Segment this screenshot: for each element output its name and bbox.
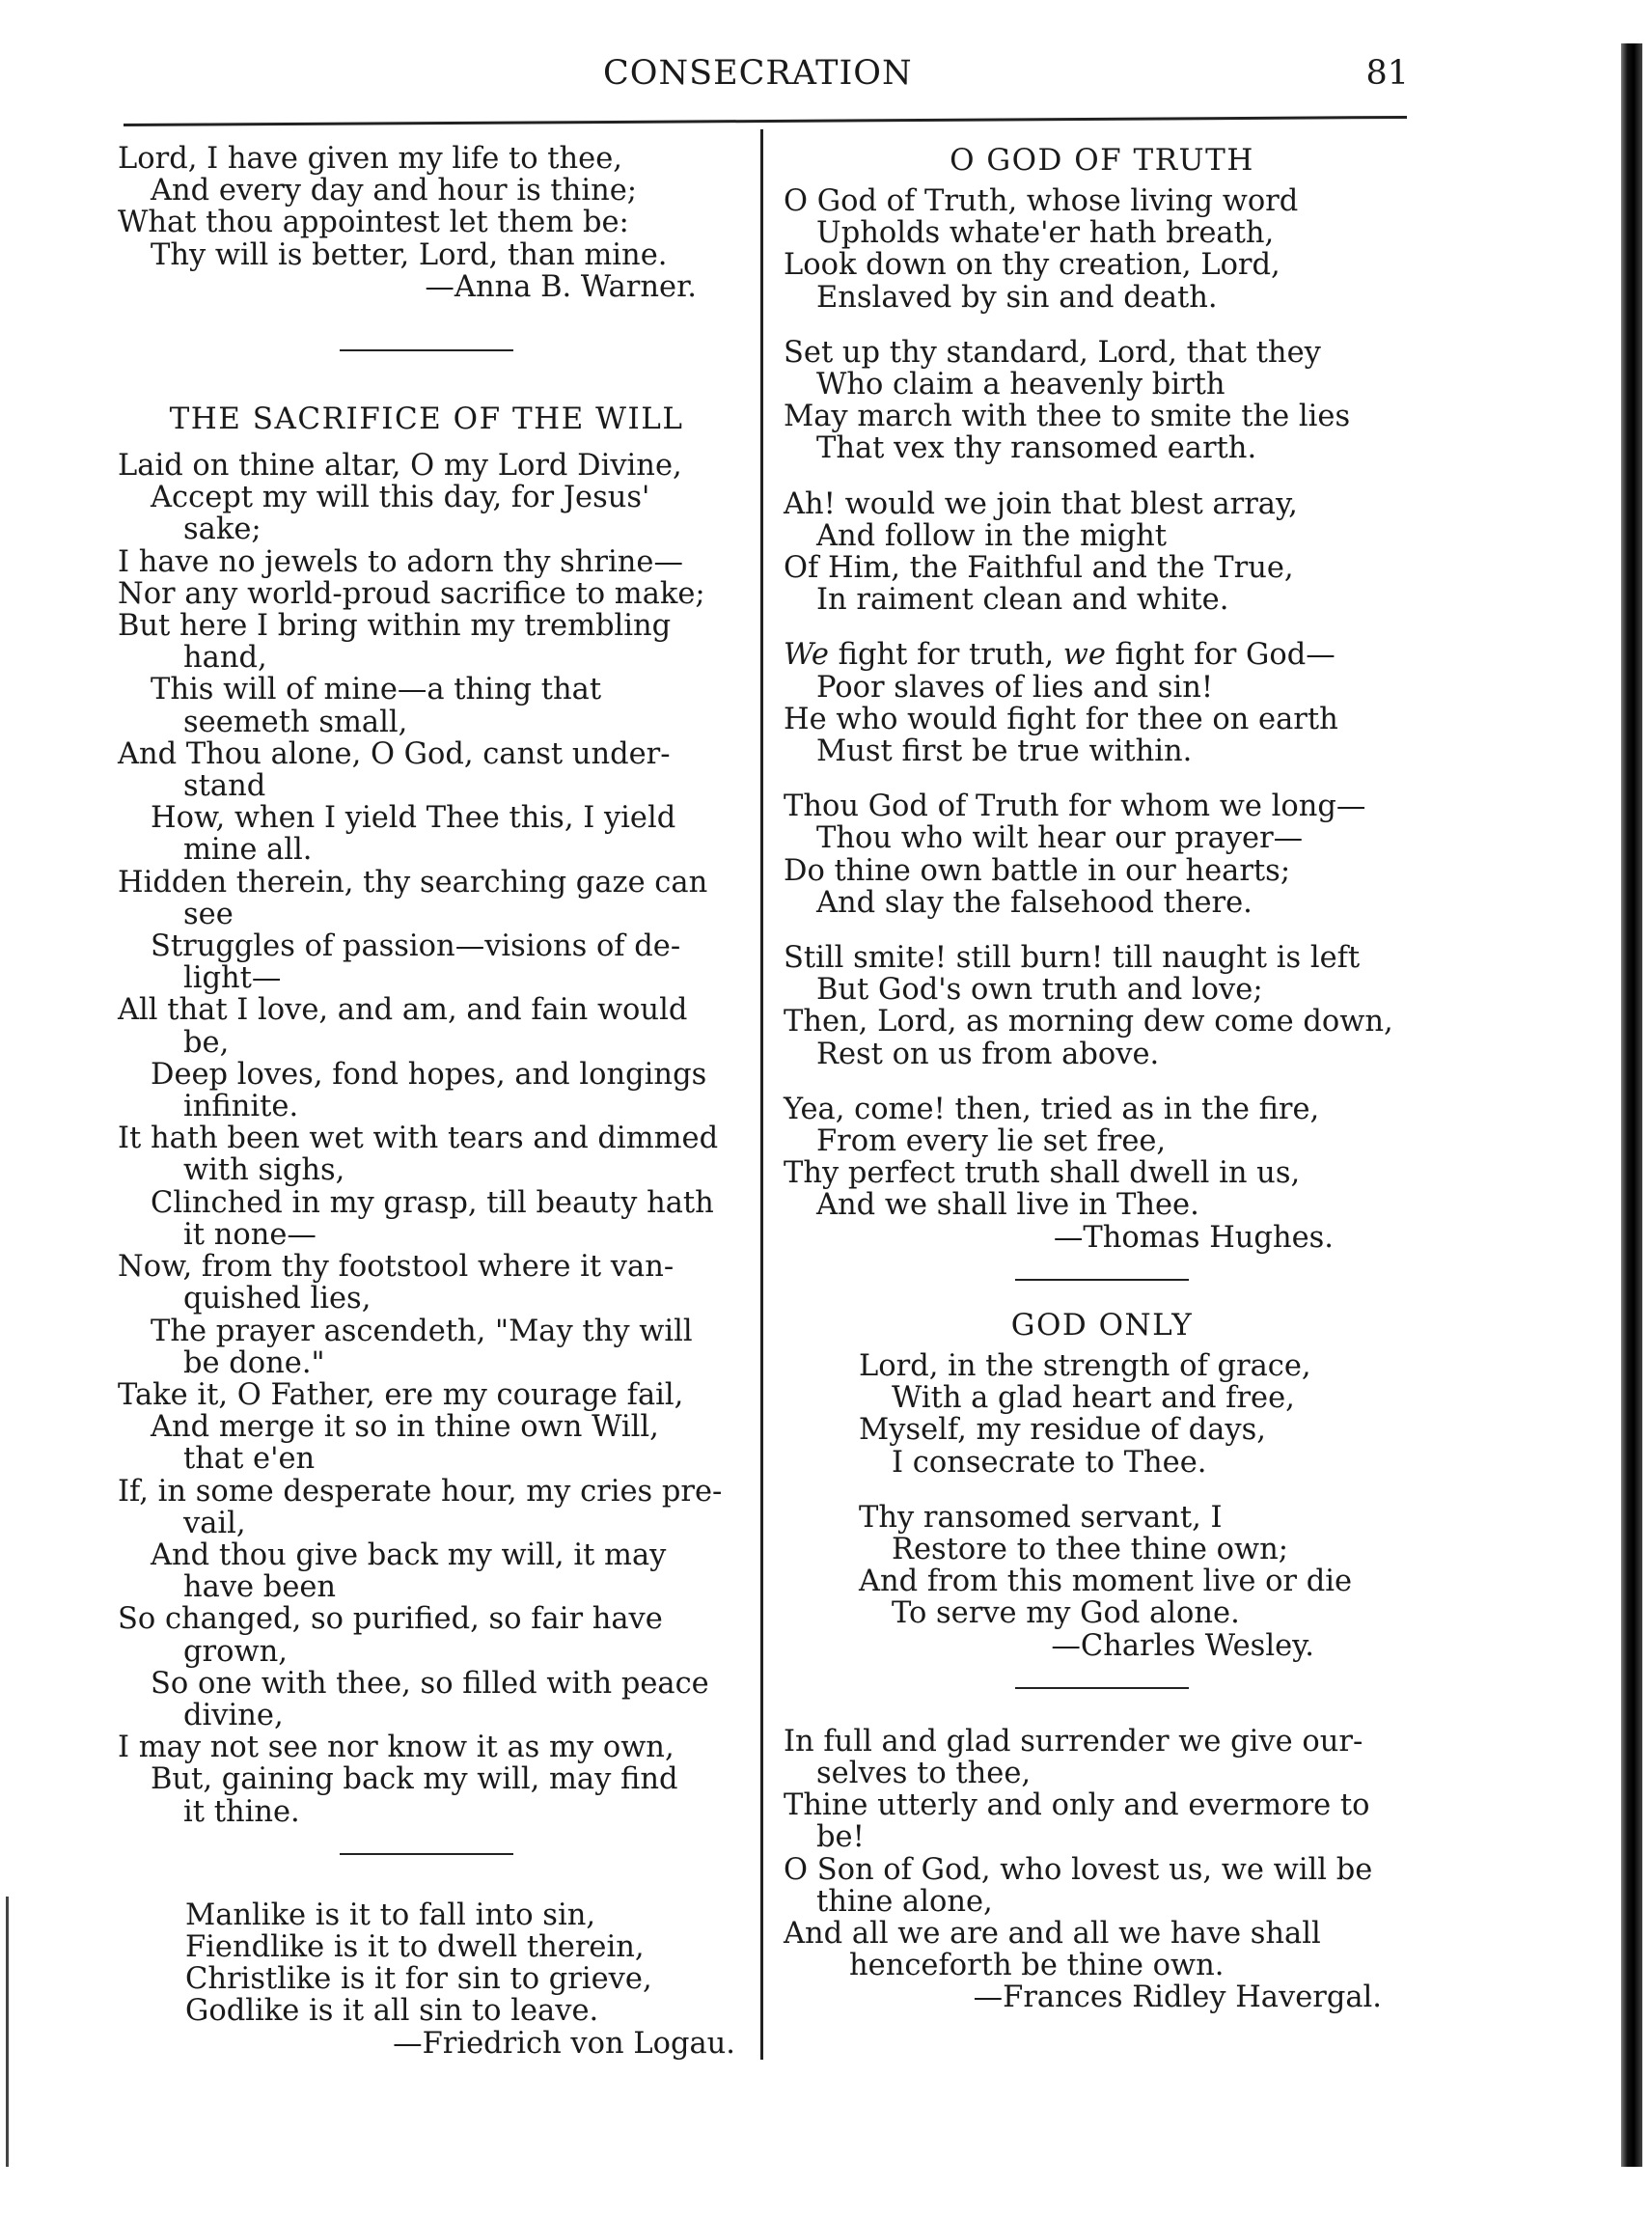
poem-line: And every day and hour is thine; <box>151 174 638 208</box>
poem-line: In full and glad surrender we give our- <box>784 1724 1363 1759</box>
poem-line: Of Him, the Faithful and the True, <box>784 551 1294 586</box>
emphasis: We <box>784 638 829 673</box>
poem-line: I have no jewels to adorn thy shrine— <box>118 544 683 579</box>
poem-line: Thou God of Truth for whom we long— <box>784 789 1366 824</box>
poem-line: Christlike is it for sin to grieve, <box>185 1962 652 1997</box>
poem-line: Take it, O Father, ere my courage fail, <box>118 1377 684 1412</box>
poem-line: And Thou alone, O God, canst under- <box>118 736 671 771</box>
poem-line: Poor slaves of lies and sin! <box>816 670 1214 705</box>
poem-line: it thine. <box>183 1794 300 1829</box>
poem-title: GOD ONLY <box>1010 1307 1194 1343</box>
poem-line: Thine utterly and only and evermore to <box>784 1788 1370 1823</box>
stanza <box>859 1350 1420 1479</box>
poem-line: Ah! would we join that blest array, <box>784 486 1298 521</box>
poem-line: light— <box>183 961 282 996</box>
poem-line: that e'en <box>183 1442 316 1477</box>
poem-line: Laid on thine altar, O my Lord Divine, <box>118 449 682 484</box>
poem-line: Fiendlike is it to dwell therein, <box>185 1929 645 1964</box>
attribution: —Friedrich von Logau. <box>393 2026 735 2061</box>
poem-line: Manlike is it to fall into sin, <box>185 1897 596 1932</box>
poem-line: mine all. <box>183 833 313 868</box>
poem-line: Lord, I have given my life to thee, <box>118 142 622 176</box>
poem-line: O God of Truth, whose living word <box>784 184 1299 218</box>
poem-line: He who would fight for thee on earth <box>784 702 1338 736</box>
line-segment: fight for God— <box>1115 638 1335 673</box>
god-only-poem <box>784 1350 1420 1662</box>
attribution: —Charles Wesley. <box>1051 1628 1314 1663</box>
poem-line: And thou give back my will, it may <box>151 1537 667 1572</box>
section-rule <box>1015 1687 1189 1689</box>
poem-line: Upholds whate'er hath breath, <box>816 216 1275 251</box>
poem-line: I may not see nor know it as my own, <box>118 1731 675 1765</box>
poem-line: Still smite! still burn! till naught is left <box>784 941 1361 976</box>
surrender-poem <box>784 1726 1420 2014</box>
poem-line: see <box>183 897 234 931</box>
page-edge-shadow <box>1621 43 1642 2167</box>
stanza <box>784 337 1420 465</box>
poem-title: O GOD OF TRUTH <box>950 143 1254 178</box>
poem-line: Who claim a heavenly birth <box>816 368 1225 402</box>
poem-line: But here I bring within my trembling <box>118 609 672 644</box>
poem-line: Rest on us from above. <box>816 1037 1160 1071</box>
running-title: CONSECRATION <box>603 54 913 93</box>
attribution: —Anna B. Warner. <box>425 269 697 304</box>
attribution: —Frances Ridley Havergal. <box>973 1981 1382 2015</box>
poem-line: It hath been wet with tears and dimmed <box>118 1122 719 1156</box>
poem-line: Clinched in my grasp, till beauty hath <box>151 1185 714 1220</box>
poem-line: O Son of God, who lovest us, we will be <box>784 1852 1373 1887</box>
margin-mark <box>6 1897 9 2167</box>
poem-line: I consecrate to Thee. <box>892 1445 1207 1480</box>
poem-line: And slay the falsehood there. <box>816 885 1253 920</box>
opening-poem <box>118 143 735 303</box>
poem-line: divine, <box>183 1698 284 1732</box>
poem-line: Enslaved by sin and death. <box>816 280 1218 315</box>
attribution: —Thomas Hughes. <box>1053 1220 1334 1255</box>
poem-line: But, gaining back my will, may find <box>151 1762 678 1797</box>
poem-line <box>784 639 1420 671</box>
poem-line: Set up thy standard, Lord, that they <box>784 335 1321 370</box>
poem-line: thine alone, <box>816 1884 993 1919</box>
stanza <box>784 1094 1420 1254</box>
poem-line: vail, <box>183 1506 246 1540</box>
poem-line: What thou appointest let them be: <box>118 206 629 240</box>
poem-line: seemeth small, <box>183 705 408 739</box>
poem-line: stand <box>183 769 266 804</box>
stanza <box>784 639 1420 767</box>
poem-line: Then, Lord, as morning dew come down, <box>784 1005 1393 1039</box>
poem-line: Godlike is it all sin to leave. <box>185 1994 599 2029</box>
poem-line: The prayer ascendeth, "May thy will <box>151 1314 693 1348</box>
poem-line: Yea, come! then, tried as in the fire, <box>784 1092 1320 1126</box>
poem-line: But God's own truth and love; <box>816 973 1263 1008</box>
poem-line: Nor any world-proud sacrifice to make; <box>118 576 705 611</box>
sacrifice-poem <box>118 450 735 1828</box>
poem-line: sake; <box>183 512 262 547</box>
poem-line: From every lie set free, <box>816 1124 1167 1159</box>
truth-poem <box>784 185 1420 1254</box>
poem-line: And follow in the might <box>816 518 1168 553</box>
poem-line: Thy ransomed servant, I <box>859 1500 1223 1535</box>
poem-line: And all we are and all we have shall <box>784 1916 1321 1951</box>
section-rule <box>340 349 513 351</box>
poem-line: Struggles of passion—visions of de- <box>151 929 681 964</box>
poem-line: it none— <box>183 1217 317 1252</box>
poem-line: If, in some desperate hour, my cries pre- <box>118 1474 723 1509</box>
page-number: 81 <box>1365 54 1409 93</box>
poem-line: May march with thee to smite the lies <box>784 400 1351 434</box>
column-divider <box>760 129 763 2060</box>
poem-line: quished lies, <box>183 1282 372 1316</box>
poem-line: And from this moment live or die <box>859 1565 1353 1599</box>
stanza <box>784 488 1420 617</box>
emphasis: we <box>1062 638 1106 673</box>
poem-line: All that I love, and am, and fain would <box>118 993 688 1028</box>
poem-line: This will of mine—a thing that <box>151 673 602 707</box>
poem-line: How, when I yield Thee this, I yield <box>151 801 676 836</box>
left-column <box>118 143 735 2060</box>
poem-line: be! <box>816 1820 865 1855</box>
poem-line: have been <box>183 1570 337 1605</box>
poem-line: To serve my God alone. <box>892 1596 1240 1631</box>
stanza <box>784 790 1420 919</box>
poem-title: THE SACRIFICE OF THE WILL <box>169 402 684 437</box>
stanza <box>859 1502 1420 1662</box>
poem-line: with sighs, <box>183 1153 345 1188</box>
line-segment: fight for truth, <box>838 638 1055 673</box>
poem-line: Do thine own battle in our hearts; <box>784 853 1291 888</box>
poem-line: be, <box>183 1025 230 1060</box>
poem-line: Restore to thee thine own; <box>892 1532 1289 1566</box>
page-header <box>116 50 1409 108</box>
poem-line: Now, from thy footstool where it van- <box>118 1250 675 1285</box>
poem-line: Accept my will this day, for Jesus' <box>151 481 650 515</box>
poem-line: In raiment clean and white. <box>816 583 1229 618</box>
right-column <box>784 143 1420 2014</box>
header-rule <box>124 116 1407 126</box>
section-rule <box>340 1853 513 1855</box>
poem-line: And merge it so in thine own Will, <box>151 1410 659 1445</box>
poem-line: be done." <box>183 1345 325 1380</box>
poem-line: Must first be true within. <box>816 734 1193 769</box>
stanza <box>784 942 1420 1070</box>
poem-line: Hidden therein, thy searching gaze can <box>118 865 708 900</box>
poem-line: hand, <box>183 641 267 676</box>
poem-line: And we shall live in Thee. <box>816 1188 1199 1223</box>
poem-line: With a glad heart and free, <box>892 1381 1295 1416</box>
poem-line: That vex thy ransomed earth. <box>816 431 1257 466</box>
poem-line: selves to thee, <box>816 1756 1032 1790</box>
section-rule <box>1015 1279 1189 1281</box>
poem-line: Thy will is better, Lord, than mine. <box>151 237 668 272</box>
poem-line: henceforth be thine own. <box>849 1949 1225 1983</box>
stanza <box>784 185 1420 314</box>
poem-line: Lord, in the strength of grace, <box>859 1348 1311 1383</box>
poem-line: grown, <box>183 1634 288 1669</box>
poem-line: infinite. <box>183 1090 299 1124</box>
poem-line: Look down on thy creation, Lord, <box>784 248 1280 283</box>
poem-line: Myself, my residue of days, <box>859 1413 1266 1448</box>
poem-line: So one with thee, so filled with peace <box>151 1666 709 1701</box>
poem-line: So changed, so purified, so fair have <box>118 1602 663 1637</box>
poem-line: Thy perfect truth shall dwell in us, <box>784 1156 1301 1191</box>
poem-line: Thou who wilt hear our prayer— <box>816 821 1304 856</box>
logau-poem <box>118 1899 735 2060</box>
poem-line: Deep loves, fond hopes, and longings <box>151 1057 707 1092</box>
